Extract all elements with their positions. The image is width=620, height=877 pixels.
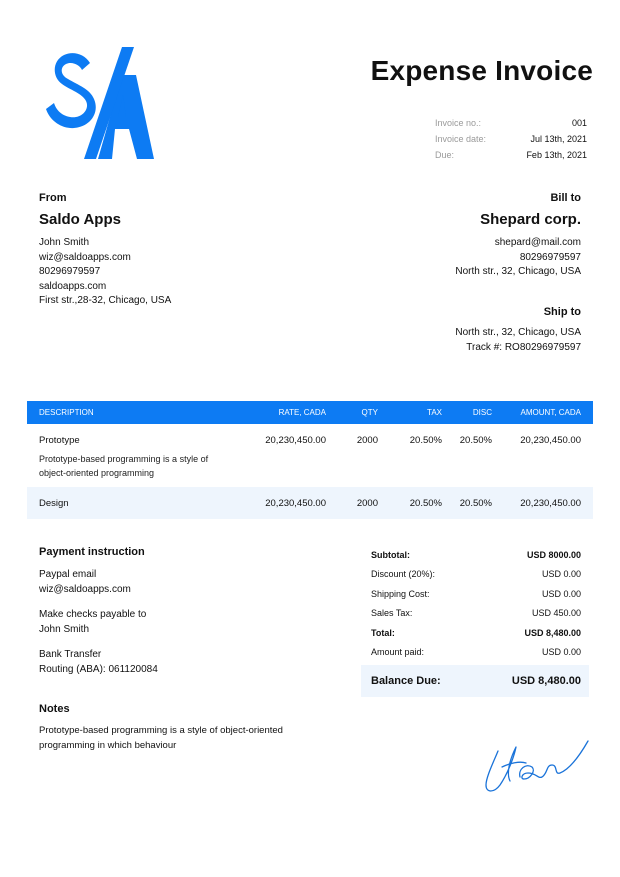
item-qty: 2000: [356, 497, 378, 509]
item-rate: 20,230,450.00: [265, 497, 326, 509]
header-tax: TAX: [427, 408, 442, 417]
meta-label: Invoice no.:: [435, 118, 482, 128]
total-label: Total:: [371, 627, 395, 638]
notes-text: Prototype-based programming is a style of object-oriented programming in which behaviour: [39, 725, 283, 751]
total-value: USD 8,480.00: [524, 627, 581, 638]
checks-label: Make checks payable to: [39, 609, 147, 620]
shipping-value: USD 0.00: [541, 588, 581, 599]
ship-to-label: Ship to: [543, 306, 581, 318]
subtotal-row: [361, 545, 589, 565]
paypal-block: [39, 567, 289, 597]
item-description: Design: [39, 497, 69, 509]
amount-paid-row: [361, 643, 589, 663]
item-tax: 20.50%: [409, 435, 442, 446]
item-description-cell: [39, 435, 235, 487]
paypal-value: wiz@saldoapps.com: [39, 584, 131, 595]
discount-label: Discount (20%):: [371, 569, 436, 580]
meta-value: Jul 13th, 2021: [530, 134, 587, 144]
bank-value: Routing (ABA): 061120084: [39, 664, 158, 675]
header-rate: RATE, CADA: [278, 408, 326, 417]
invoice-meta: [435, 115, 587, 163]
item-disc: 20.50%: [459, 435, 492, 446]
balance-due-row: [361, 665, 589, 697]
amount-paid-value: USD 0.00: [541, 647, 581, 658]
meta-row-invoice-date: [435, 131, 587, 147]
line-items-table: [27, 401, 593, 519]
meta-label: Due:: [435, 150, 455, 160]
from-line: wiz@saldoapps.com: [39, 251, 131, 263]
notes-label: Notes: [39, 703, 70, 715]
amount-paid-label: Amount paid:: [371, 647, 425, 658]
item-qty: 2000: [356, 435, 378, 446]
balance-due-label: Balance Due:: [371, 675, 441, 687]
discount-value: USD 0.00: [541, 569, 581, 580]
bill-to-line: 80296979597: [519, 251, 581, 263]
meta-label: Invoice date:: [435, 134, 487, 144]
balance-due-value: USD 8,480.00: [511, 675, 581, 687]
ship-to-line: North str., 32, Chicago, USA: [455, 327, 581, 338]
ship-to-address: [331, 326, 581, 355]
ship-to-section: [331, 306, 581, 355]
table-header: [27, 401, 593, 424]
bill-to-label: Bill to: [550, 192, 581, 204]
item-description: Prototype: [39, 435, 80, 446]
shipping-row: [361, 584, 589, 604]
checks-value: John Smith: [39, 624, 90, 635]
from-company: Saldo Apps: [39, 211, 121, 228]
meta-row-due: [435, 147, 587, 163]
total-row: [361, 623, 589, 643]
meta-value: Feb 13th, 2021: [526, 150, 587, 160]
from-address: [39, 236, 289, 309]
bill-to-section: [331, 192, 581, 280]
subtotal-value: USD 8000.00: [526, 549, 581, 560]
bill-to-line: shepard@mail.com: [494, 237, 581, 248]
payment-label: Payment instruction: [39, 546, 145, 558]
from-line: John Smith: [39, 237, 90, 248]
item-tax: 20.50%: [409, 497, 442, 509]
paypal-label: Paypal email: [39, 569, 97, 580]
discount-row: [361, 565, 589, 585]
shipping-label: Shipping Cost:: [371, 588, 430, 599]
header-disc: DISC: [472, 408, 492, 417]
signature: [480, 733, 592, 799]
notes-section: [39, 703, 299, 753]
header-qty: QTY: [361, 408, 378, 417]
header-amount: AMOUNT, CADA: [520, 408, 581, 417]
sales-tax-label: Sales Tax:: [371, 608, 413, 619]
bill-to-company: Shepard corp.: [480, 211, 581, 228]
item-amount: 20,230,450.00: [520, 497, 581, 509]
from-line: First str.,28-32, Chicago, USA: [39, 295, 172, 306]
subtotal-label: Subtotal:: [371, 549, 410, 560]
table-row: [27, 424, 593, 487]
item-amount: 20,230,450.00: [520, 435, 581, 446]
from-section: [39, 192, 289, 309]
company-logo: [46, 47, 154, 159]
sales-tax-value: USD 450.00: [531, 608, 581, 619]
bill-to-line: North str., 32, Chicago, USA: [455, 266, 581, 277]
from-line: saldoapps.com: [39, 280, 107, 292]
ship-to-line: Track #: RO80296979597: [466, 341, 581, 353]
item-subtext: Prototype-based programming is a style of object-oriented programming: [39, 454, 209, 478]
totals-section: [361, 545, 589, 697]
table-row: [27, 487, 593, 519]
item-rate: 20,230,450.00: [265, 435, 326, 446]
bank-label: Bank Transfer: [39, 649, 102, 660]
from-line: 80296979597: [39, 266, 101, 277]
from-label: From: [39, 192, 67, 204]
invoice-title: Expense Invoice: [370, 55, 593, 86]
meta-row-invoice-no: [435, 115, 587, 131]
sales-tax-row: [361, 604, 589, 624]
bill-to-address: [331, 236, 581, 280]
bank-block: [39, 647, 289, 677]
meta-value: 001: [571, 118, 587, 128]
header-description: DESCRIPTION: [39, 408, 94, 417]
item-disc: 20.50%: [459, 497, 492, 509]
payment-instruction-section: [39, 546, 289, 677]
checks-block: [39, 607, 289, 637]
